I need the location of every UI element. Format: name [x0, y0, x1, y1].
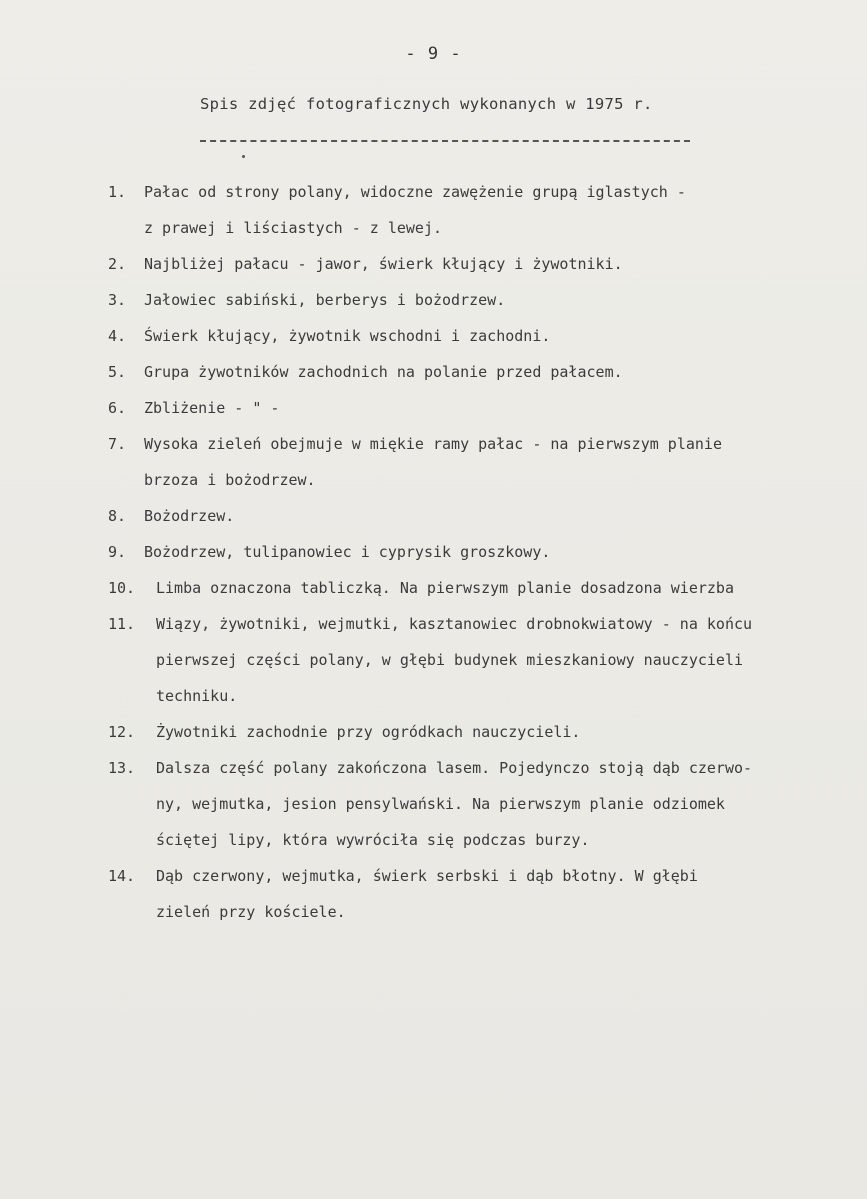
list-item-number: 12. — [108, 723, 136, 741]
list-item-text: Wysoka zieleń obejmuje w miękie ramy pałac - na pierwszym planie — [144, 435, 722, 453]
list-item-number: 2. — [108, 255, 127, 273]
list-item-text: pierwszej części polany, w głębi budynek mieszkaniowy nauczycieli — [156, 651, 743, 669]
list-item-text: Dąb czerwony, wejmutka, świerk serbski i dąb błotny. W głębi — [156, 867, 698, 885]
list-item-continuation — [108, 828, 858, 864]
list-item — [108, 504, 858, 540]
list-item-number: 3. — [108, 291, 127, 309]
list-item-text: brzoza i bożodrzew. — [144, 471, 316, 489]
list-item — [108, 864, 858, 900]
list-item-text: ny, wejmutka, jesion pensylwański. Na pierwszym planie odziomek — [156, 795, 725, 813]
list-item — [108, 324, 858, 360]
list-item-number: 5. — [108, 363, 127, 381]
list-item-number: 13. — [108, 759, 136, 777]
list-item-text: Limba oznaczona tabliczką. Na pierwszym planie dosadzona wierzba — [156, 579, 734, 597]
list-item-text: techniku. — [156, 687, 238, 705]
list-item-number: 7. — [108, 435, 127, 453]
list-item-number: 14. — [108, 867, 136, 885]
list-item-continuation — [108, 792, 858, 828]
list-item — [108, 720, 858, 756]
list-item-text: Jałowiec sabiński, berberys i bożodrzew. — [144, 291, 506, 309]
list-item — [108, 612, 858, 648]
list-item-text: Dalsza część polany zakończona lasem. Pojedynczo stoją dąb czerwo- — [156, 759, 753, 777]
list-item-text: Pałac od strony polany, widoczne zawężenie grupą iglastych - — [144, 183, 686, 201]
list-item — [108, 180, 858, 216]
list-item — [108, 540, 858, 576]
list-item-number: 6. — [108, 399, 127, 417]
list-item-text: Grupa żywotników zachodnich na polanie przed pałacem. — [144, 363, 623, 381]
list-item-continuation — [108, 216, 858, 252]
list-item-number: 4. — [108, 327, 127, 345]
list-item-continuation — [108, 900, 858, 936]
list-item-text: zieleń przy kościele. — [156, 903, 346, 921]
list-item-text: Zbliżenie - " - — [144, 399, 280, 417]
list-item-text: Najbliżej pałacu - jawor, świerk kłujący i żywotniki. — [144, 255, 623, 273]
list-item-text: Świerk kłujący, żywotnik wschodni i zachodni. — [144, 327, 551, 345]
list-item-number: 1. — [108, 183, 127, 201]
list-item-text: Bożodrzew. — [144, 507, 235, 525]
list-item — [108, 360, 858, 396]
list-item-continuation — [108, 468, 858, 504]
list-item — [108, 288, 858, 324]
list-item-number: 9. — [108, 543, 127, 561]
page-number: - 9 - — [405, 44, 462, 64]
list-item-text: ściętej lipy, która wywróciła się podczas burzy. — [156, 831, 590, 849]
list-item-continuation — [108, 684, 858, 720]
list-item — [108, 396, 858, 432]
list-item-continuation — [108, 648, 858, 684]
list-item-text: z prawej i liściastych - z lewej. — [144, 219, 443, 237]
list-item-number: 8. — [108, 507, 127, 525]
list-item — [108, 576, 858, 612]
list-item-text: Bożodrzew, tulipanowiec i cyprysik groszkowy. — [144, 543, 551, 561]
list-item-number: 11. — [108, 615, 136, 633]
title-underline-rule — [200, 140, 690, 142]
photo-list — [108, 180, 858, 936]
list-item — [108, 432, 858, 468]
ink-speck — [242, 155, 245, 158]
list-item-number: 10. — [108, 579, 136, 597]
list-item-text: Wiązy, żywotniki, wejmutki, kasztanowiec drobnokwiatowy - na końcu — [156, 615, 753, 633]
list-item — [108, 756, 858, 792]
document-title: Spis zdjęć fotograficznych wykonanych w 1975 r. — [200, 95, 653, 113]
list-item — [108, 252, 858, 288]
list-item-text: Żywotniki zachodnie przy ogródkach nauczycieli. — [156, 723, 581, 741]
